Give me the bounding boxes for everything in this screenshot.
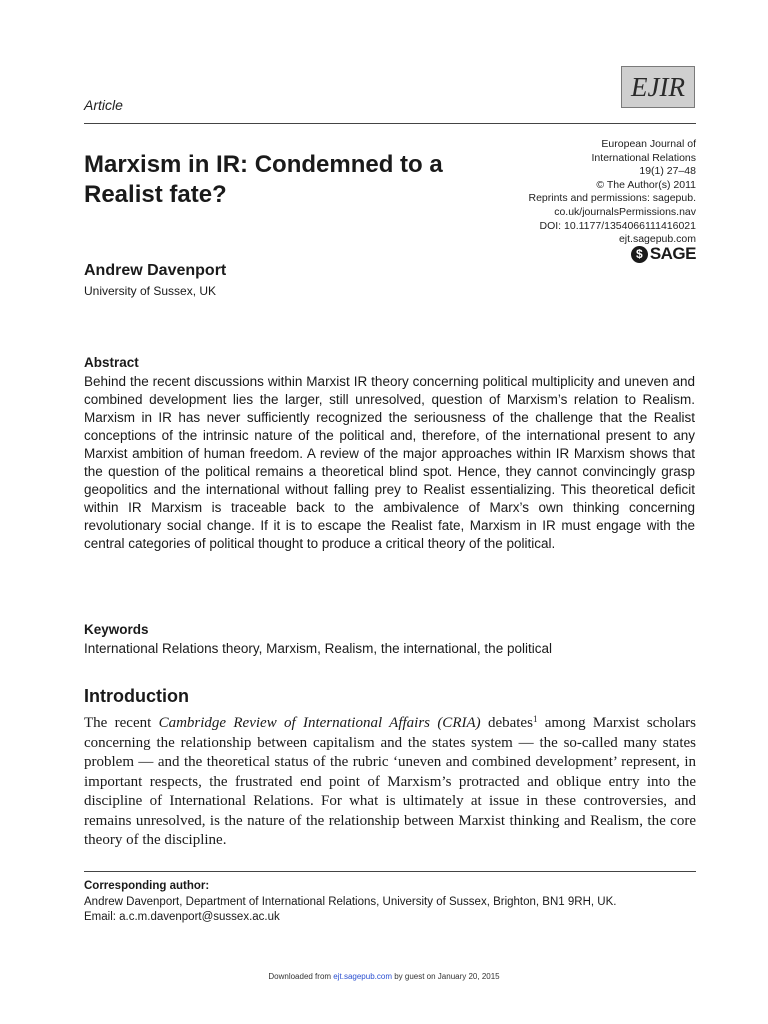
journal-info-line: International Relations [591,151,696,164]
intro-text-mid: debates [480,715,533,731]
journal-info-line: © The Author(s) 2011 [596,178,696,191]
abstract-heading: Abstract [84,355,139,370]
download-prefix: Downloaded from [268,972,334,981]
keywords-heading: Keywords [84,622,149,637]
introduction-heading: Introduction [84,686,189,706]
journal-info-line: 19(1) 27–48 [639,165,696,178]
intro-text-after: among Marxist scholars concerning the relationship between capitalism and the states system — the so-called many states problem — and the theoretical status of the rubric ‘uneven and combined development’ represent, in important respects, the frustrated end point of Marxism’s protracted and oblique entry into the discipline of International Relations. For what is ultimately at issue in these controversies, and remains unresolved, is the nature of the relationship between Marxist thinking and Realism, the core theory of the discipline. [84,715,696,848]
journal-info-line: co.uk/journalsPermissions.nav [554,205,696,218]
journal-info-line: European Journal of [601,138,696,150]
footnote-marker[interactable]: 1 [532,714,538,724]
journal-info [496,138,696,247]
corresponding-author-email[interactable]: Email: a.c.m.davenport@sussex.ac.uk [84,911,280,923]
footnote-divider [84,871,696,872]
intro-text-before: The recent [84,715,159,731]
keywords-text: International Relations theory, Marxism, Realism, the international, the political [84,641,552,656]
author-affiliation: University of Sussex, UK [84,284,217,298]
corresponding-author-address: Andrew Davenport, Department of International Relations, University of Sussex, Brighton, BN1 9RH, UK. [84,896,617,908]
journal-info-line[interactable]: ejt.sagepub.com [618,233,696,246]
download-suffix: by guest on January 20, 2015 [391,972,500,981]
journal-logo [621,66,695,108]
publisher-name: SAGE [649,244,696,263]
download-notice [0,972,768,981]
journal-logo-text: EJIR [631,71,685,102]
author-name: Andrew Davenport [84,262,227,279]
section-label: Article [84,97,123,113]
article-title: Marxism in IR: Condemned to a Realist fate? [84,151,443,208]
abstract-text: Behind the recent discussions within Marxist IR theory concerning political multiplicity and uneven and combined development lies the larger, still unresolved, question of Marxism’s relation to Realism. Marxism in IR has never sufficiently recognized the seriousness of the challenge that the Realist conceptions of the intrinsic nature of the political and, therefore, of the international present to any Marxist ambition of human freedom. A review of the major approaches within IR Marxism shows that the question of the political remains a theoretical blind spot. Hence, they cannot convincingly grasp geopolitics and the international without falling prey to Realist essentializing. This theoretical deficit within IR Marxism is traceable back to the ambivalence of Marx’s own thinking concerning revolutionary social change. If it is to escape the Realist fate, Marxism in IR must engage with the central categories of political thought to produce a critical theory of the political. [84,374,695,551]
download-link[interactable]: ejt.sagepub.com [333,972,392,981]
corresponding-author-heading: Corresponding author: [84,880,210,892]
sage-mark-icon: $ [631,246,648,263]
corresponding-author-details [84,895,696,925]
journal-info-line: Reprints and permissions: sagepub. [528,192,696,205]
introduction-paragraph [84,714,696,851]
journal-info-line: DOI: 10.1177/1354066111416021 [539,219,696,232]
intro-journal-name: Cambridge Review of International Affairs (CRIA) [158,715,481,731]
header-divider [84,123,696,124]
publisher-logo [631,244,696,264]
